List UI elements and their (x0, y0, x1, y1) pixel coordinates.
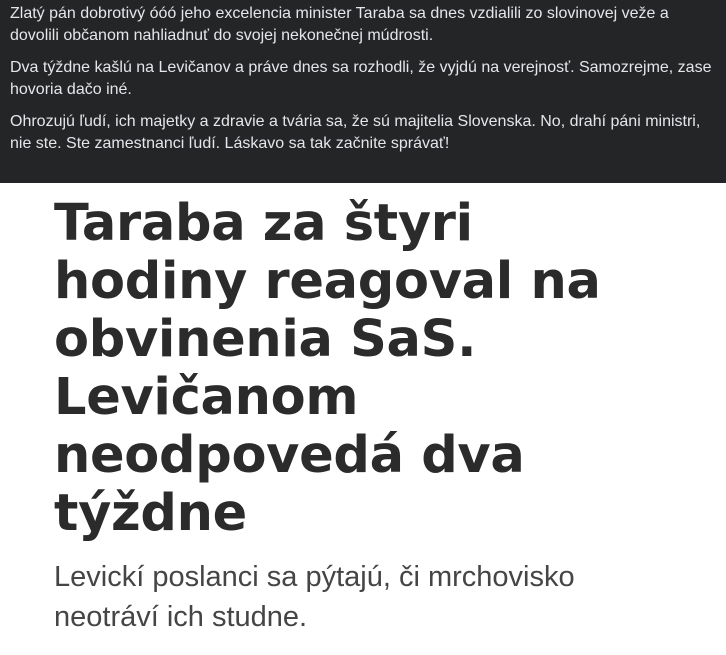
article-headline[interactable]: Taraba za štyri hodiny reagoval na obvinenia SaS. Levičanom neodpovedá dva týždne (54, 194, 601, 543)
shared-article-preview[interactable] (0, 183, 726, 655)
post-paragraph-2: Dva týždne kašlú na Levičanov a práve dnes sa rozhodli, že vyjdú na verejnosť. Samozrejme, zase hovoria dačo iné. (10, 59, 712, 98)
post-text-block (0, 0, 726, 183)
post-paragraph-1: Zlatý pán dobrotivý óóó jeho excelencia minister Taraba sa dnes vzdialili zo slovinovej veže a dovolili občanom nahliadnuť do svojej nekonečnej múdrosti. (10, 5, 669, 44)
article-subheadline: Levickí poslanci sa pýtajú, či mrchovisko neotráví ich studne. (54, 561, 575, 633)
post-paragraph-3: Ohrozujú ľudí, ich majetky a zdravie a tvária sa, že sú majitelia Slovenska. No, drahí páni ministri, nie ste. Ste zamestnanci ľudí. Láskavo sa tak začnite správať! (10, 113, 701, 152)
